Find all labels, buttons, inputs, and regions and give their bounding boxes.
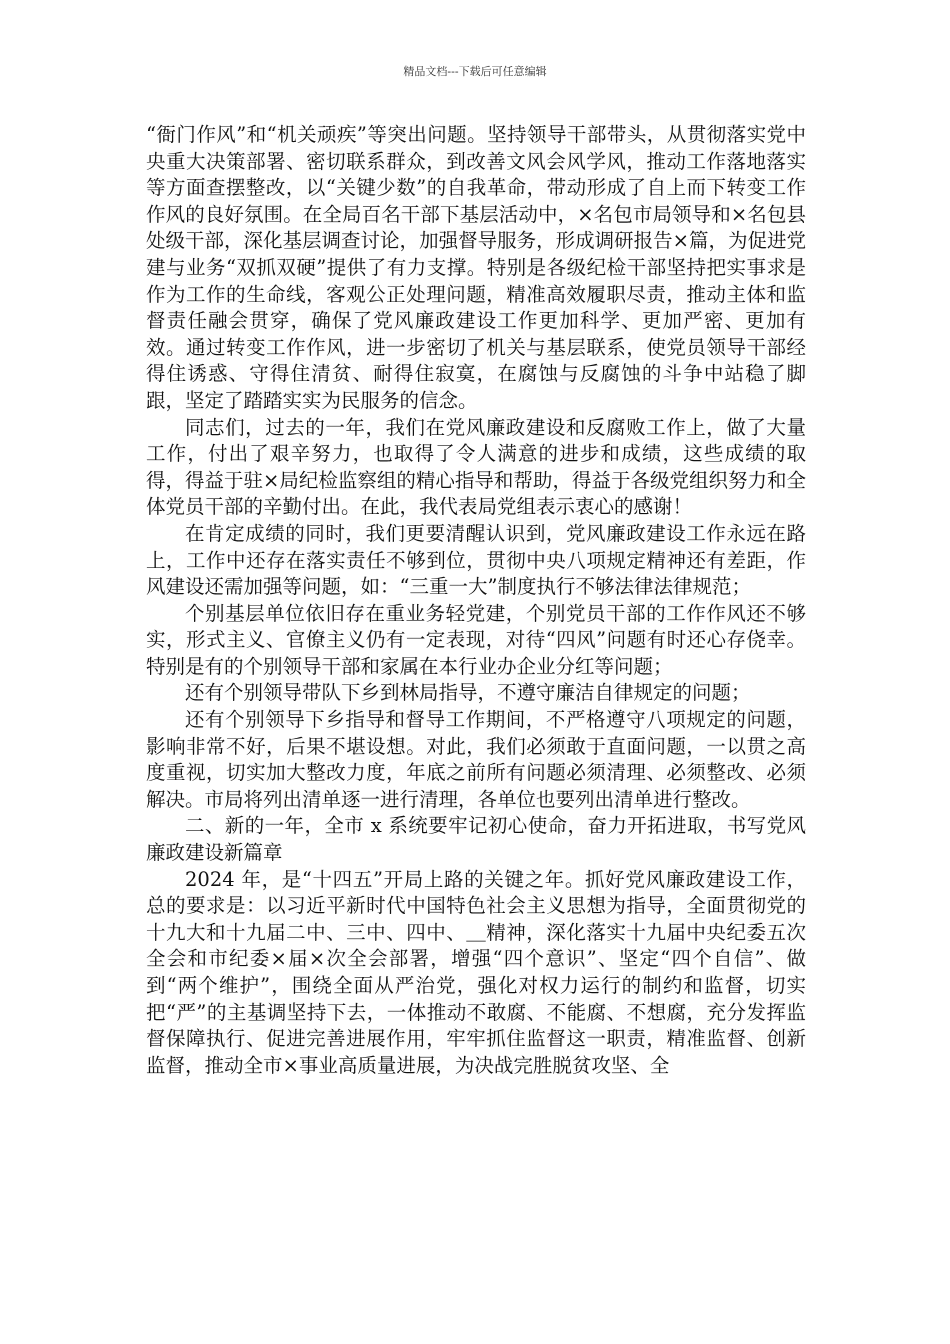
paragraph: 同志们，过去的一年，我们在党风廉政建设和反腐败工作上，做了大量工作，付出了艰辛努力，也取得了令人满意的进步和成绩，这些成绩的取得，得益于驻×局纪检监察组的精心指导和帮助，得益于各级党组织努力和全体党员干部的辛勤付出。在此，我代表局党组表示衷心的感谢！ — [146, 415, 806, 519]
paragraph: 在肯定成绩的同时，我们更要清醒认识到，党风廉政建设工作永远在路上，工作中还存在落实责任不够到位，贯彻中央八项规定精神还有差距，作风建设还需加强等问题，如：“三重一大”制度执行不够法律法律规范； — [146, 521, 806, 599]
paragraph: “衙门作风”和“机关顽疾”等突出问题。坚持领导干部带头，从贯彻落实党中央重大决策部署、密切联系群众，到改善文风会风学风，推动工作落地落实等方面查摆整改，以“关键少数”的自我革命，带动形成了自上而下转变工作作风的良好氛围。在全局百名干部下基层活动中，×名包市局领导和×名包县处级干部，深化基层调查讨论，加强督导服务，形成调研报告×篇，为促进党建与业务“双抓双硬”提供了有力支撑。特别是各级纪检干部坚持把实事求是作为工作的生命线，客观公正处理问题，精准高效履职尽责，推动主体和监督责任融会贯穿，确保了党风廉政建设工作更加科学、更加严密、更加有效。通过转变工作作风，进一步密切了机关与基层联系，使党员领导干部经得住诱惑、守得住清贫、耐得住寂寞，在腐蚀与反腐蚀的斗争中站稳了脚跟，坚定了踏踏实实为民服务的信念。 — [146, 123, 806, 412]
paragraph: 还有个别领导带队下乡到林局指导，不遵守廉洁自律规定的问题； — [185, 681, 751, 705]
paragraph: 2024 年，是“十四五”开局上路的关键之年。抓好党风廉政建设工作，总的要求是：以习近平新时代中国特色社会主义思想为指导，全面贯彻党的十九大和十九届二中、三中、四中、＿精神，深化落实十九届中央纪委五次全会和市纪委×届×次全会部署，增强“四个意识”、坚定“四个自信”、做到“两个维护”，围绕全面从严治党，强化对权力运行的制约和监督，切实把“严”的主基调坚持下去，一体推动不敢腐、不能腐、不想腐，充分发挥监督保障执行、促进完善进展作用，牢牢抓住监督这一职责，精准监督、创新监督，推动全市×事业高质量进展，为决战完胜脱贫攻坚、全 — [146, 867, 806, 1077]
section-heading: 二、新的一年，全市 x 系统要牢记初心使命，奋力开拓进取，书写党风廉政建设新篇章 — [146, 814, 806, 865]
paragraph: 个别基层单位依旧存在重业务轻党建，个别党员干部的工作作风还不够实，形式主义、官僚主义仍有一定表现，对待“四风”问题有时还心存侥幸。特别是有的个别领导干部和家属在本行业办企业分红等问题； — [146, 601, 806, 678]
document-body — [146, 122, 806, 1079]
page-header: 精品文档---下载后可任意编辑 — [403, 65, 547, 78]
paragraph: 还有个别领导下乡指导和督导工作期间，不严格遵守八项规定的问题，影响非常不好，后果不堪设想。对此，我们必须敢于直面问题，一以贯之高度重视，切实加大整改力度，年底之前所有问题必须清理、必须整改、必须解决。市局将列出清单逐一进行清理，各单位也要列出清单进行整改。 — [146, 708, 806, 811]
